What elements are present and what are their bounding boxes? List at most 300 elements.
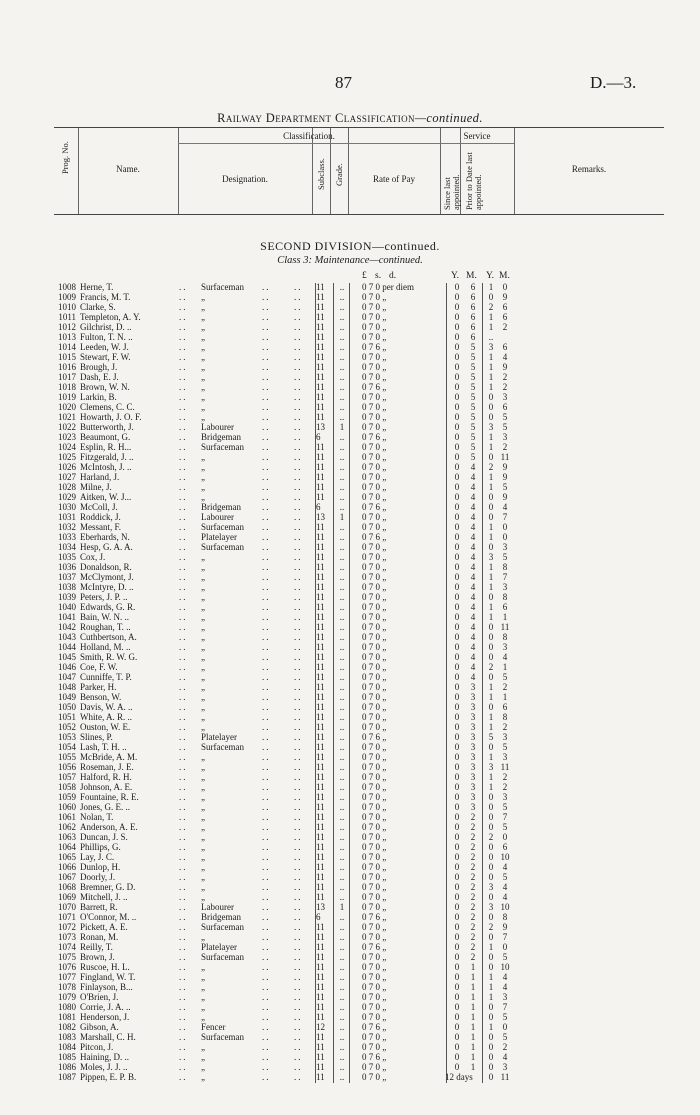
leader-dots: .. — [179, 612, 188, 622]
employee-name: Dash, E. J. — [80, 372, 119, 382]
service-prior-months: 3 — [502, 642, 508, 652]
leader-dots: .. — [262, 902, 271, 912]
grade: .. — [339, 372, 345, 382]
document-reference: D.—3. — [590, 73, 637, 92]
prog-no: 1066 — [58, 862, 76, 872]
prog-no: 1039 — [58, 592, 76, 602]
leader-dots: .. — [262, 382, 271, 392]
employee-name: Finlayson, B... — [80, 982, 133, 992]
subclass: 11 — [316, 582, 325, 592]
leader-dots: .. — [294, 962, 303, 972]
unit-shillings: s. — [375, 271, 382, 281]
prog-no: 1055 — [58, 752, 76, 762]
prog-no: 1050 — [58, 702, 76, 712]
designation: „ — [201, 1052, 205, 1062]
leader-dots: .. — [294, 362, 303, 372]
leader-dots: .. — [262, 572, 271, 582]
leader-dots: .. — [179, 292, 188, 302]
table-row — [0, 912, 700, 922]
table-row — [0, 832, 700, 842]
leader-dots: .. — [294, 642, 303, 652]
leader-dots: .. — [294, 862, 303, 872]
table-row — [0, 922, 700, 932]
service-since-months: 1 — [470, 1002, 476, 1012]
rate-of-pay: 0 7 0 „ — [362, 922, 387, 932]
subclass: 11 — [316, 682, 325, 692]
employee-name: Parker, H. — [80, 682, 117, 692]
rate-of-pay: 0 7 0 „ — [362, 662, 387, 672]
leader-dots: .. — [262, 612, 271, 622]
designation: Surfaceman — [201, 922, 244, 932]
grade: .. — [339, 362, 345, 372]
designation: „ — [201, 362, 205, 372]
service-since-years: 0 — [454, 372, 460, 382]
service-prior-years: 1 — [488, 362, 494, 372]
designation: „ — [201, 482, 205, 492]
grade: .. — [339, 992, 345, 1002]
employee-name: Pippen, E. P. B. — [80, 1072, 137, 1082]
service-since-years: 0 — [454, 462, 460, 472]
service-since-months: 6 — [470, 312, 476, 322]
leader-dots: .. — [179, 772, 188, 782]
leader-dots: .. — [179, 1012, 188, 1022]
leader-dots: .. — [262, 1032, 271, 1042]
subclass: 11 — [316, 852, 325, 862]
leader-dots: .. — [294, 502, 303, 512]
service-since-years: 0 — [454, 992, 460, 1002]
designation: „ — [201, 322, 205, 332]
leader-dots: .. — [262, 932, 271, 942]
table-row — [0, 782, 700, 792]
grade: .. — [339, 402, 345, 412]
service-prior-months: 9 — [502, 492, 508, 502]
prog-no: 1040 — [58, 602, 76, 612]
service-prior-months: 0 — [502, 282, 508, 292]
service-since-months: 4 — [470, 672, 476, 682]
employee-name: Pickett, A. E. — [80, 922, 128, 932]
designation: „ — [201, 642, 205, 652]
service-prior-years: 0 — [488, 642, 494, 652]
employee-name: Pitcon, J. — [80, 1042, 114, 1052]
leader-dots: .. — [179, 762, 188, 772]
subclass: 11 — [316, 532, 325, 542]
service-since-years: 0 — [454, 542, 460, 552]
subclass: 11 — [316, 1012, 325, 1022]
table-row — [0, 512, 700, 522]
prog-no: 1029 — [58, 492, 76, 502]
service-prior-months: 5 — [502, 412, 508, 422]
service-since-years: 0 — [454, 982, 460, 992]
leader-dots: .. — [294, 382, 303, 392]
prog-no: 1058 — [58, 782, 76, 792]
rate-of-pay: 0 7 0 „ — [362, 752, 387, 762]
employee-name: O'Brien, J. — [80, 992, 119, 1002]
designation: Bridgeman — [201, 912, 241, 922]
service-prior-years: 1 — [488, 602, 494, 612]
subclass: 13 — [316, 902, 325, 912]
leader-dots: .. — [179, 912, 188, 922]
prog-no: 1053 — [58, 732, 76, 742]
leader-dots: .. — [262, 602, 271, 612]
service-since-years: 0 — [454, 772, 460, 782]
service-since-months: 4 — [470, 662, 476, 672]
leader-dots: .. — [294, 912, 303, 922]
leader-dots: .. — [262, 782, 271, 792]
leader-dots: .. — [179, 352, 188, 362]
employee-name: Marshall, C. H. — [80, 1032, 136, 1042]
leader-dots: .. — [262, 992, 271, 1002]
service-since-years: 0 — [454, 362, 460, 372]
service-prior-years: 1 — [488, 712, 494, 722]
service-since-years: 0 — [454, 952, 460, 962]
subclass: 11 — [316, 352, 325, 362]
leader-dots: .. — [262, 972, 271, 982]
service-prior-years: 0 — [488, 512, 494, 522]
page-title-main: Railway Department Classification — [217, 111, 415, 125]
service-since-years: 0 — [454, 522, 460, 532]
service-since-years: 0 — [454, 1002, 460, 1012]
subclass: 11 — [316, 952, 325, 962]
leader-dots: .. — [179, 952, 188, 962]
service-header: Service — [463, 131, 491, 141]
subclass: 11 — [316, 672, 325, 682]
service-since-years: 0 — [454, 292, 460, 302]
rate-of-pay: 0 7 0 „ — [362, 972, 387, 982]
service-prior-months: 4 — [502, 652, 508, 662]
service-since-months: 4 — [470, 632, 476, 642]
service-prior-years: 0 — [488, 742, 494, 752]
employee-name: Clemens, C. C. — [80, 402, 135, 412]
subclass: 11 — [316, 882, 325, 892]
leader-dots: .. — [262, 592, 271, 602]
table-row — [0, 892, 700, 902]
service-since-months: 1 — [470, 1042, 476, 1052]
prog-no: 1059 — [58, 792, 76, 802]
prog-no-header: Prog. No. — [60, 141, 70, 174]
leader-dots: .. — [294, 932, 303, 942]
employee-name: Corrie, J. A. .. — [80, 1002, 131, 1012]
service-since-years: 0 — [454, 582, 460, 592]
employee-name: McClymont, J. — [80, 572, 134, 582]
grade: .. — [339, 522, 345, 532]
service-prior-years: 0 — [488, 1072, 494, 1082]
prog-no: 1062 — [58, 822, 76, 832]
prog-no: 1016 — [58, 362, 76, 372]
subclass: 11 — [316, 622, 325, 632]
service-prior-years: 0 — [488, 452, 494, 462]
leader-dots: .. — [262, 862, 271, 872]
table-row — [0, 802, 700, 812]
grade: .. — [339, 722, 345, 732]
service-since-years: 0 — [454, 852, 460, 862]
service-prior-years: 2 — [488, 302, 494, 312]
subclass: 11 — [316, 632, 325, 642]
subclass: 11 — [316, 1032, 325, 1042]
table-row — [0, 942, 700, 952]
rate-of-pay: 0 7 0 „ — [362, 1072, 387, 1082]
service-prior-years: 2 — [488, 462, 494, 472]
subclass: 11 — [316, 662, 325, 672]
table-row — [0, 1002, 700, 1012]
table-row — [0, 322, 700, 332]
leader-dots: .. — [179, 532, 188, 542]
table-row — [0, 442, 700, 452]
grade: .. — [339, 662, 345, 672]
rate-of-pay: 0 7 0 „ — [362, 322, 387, 332]
leader-dots: .. — [294, 602, 303, 612]
rate-of-pay: 0 7 0 „ — [362, 622, 387, 632]
service-since-months: 4 — [470, 462, 476, 472]
subclass: 11 — [316, 362, 325, 372]
leader-dots: .. — [262, 732, 271, 742]
table-row — [0, 752, 700, 762]
service-prior-months: 4 — [502, 972, 508, 982]
subclass: 11 — [316, 392, 325, 402]
grade: .. — [339, 682, 345, 692]
service-prior-years: 1 — [488, 432, 494, 442]
subclass: 11 — [316, 782, 325, 792]
service-since-years: 0 — [454, 612, 460, 622]
leader-dots: .. — [294, 422, 303, 432]
designation: „ — [201, 392, 205, 402]
since-appointed-header: Since last appointed. — [442, 174, 461, 210]
service-prior-years: 1 — [488, 382, 494, 392]
employee-name: Moles, J. J. .. — [80, 1062, 128, 1072]
service-since-months: 1 — [470, 1052, 476, 1062]
service-since-years: 0 — [454, 912, 460, 922]
leader-dots: .. — [294, 652, 303, 662]
employee-name: Gibson, A. — [80, 1022, 119, 1032]
leader-dots: .. — [179, 1032, 188, 1042]
service-prior-months: 6 — [502, 702, 508, 712]
service-prior-months: 11 — [500, 452, 510, 462]
employee-name: Esplin, R. H... — [80, 442, 132, 452]
service-since-years: 0 — [454, 412, 460, 422]
prog-no: 1030 — [58, 502, 76, 512]
service-prior-months: 5 — [502, 422, 508, 432]
service-prior-years: 0 — [488, 652, 494, 662]
service-since-years: 0 — [454, 352, 460, 362]
leader-dots: .. — [262, 402, 271, 412]
table-row — [0, 562, 700, 572]
service-since-years: 0 — [454, 482, 460, 492]
service-prior-months: 2 — [502, 722, 508, 732]
grade: .. — [339, 562, 345, 572]
designation: „ — [201, 452, 205, 462]
leader-dots: .. — [179, 672, 188, 682]
service-since-years: 0 — [454, 602, 460, 612]
grade: .. — [339, 912, 345, 922]
prog-no: 1081 — [58, 1012, 76, 1022]
leader-dots: .. — [262, 742, 271, 752]
designation: „ — [201, 722, 205, 732]
service-prior-years: 1 — [488, 972, 494, 982]
leader-dots: .. — [294, 1052, 303, 1062]
grade: .. — [339, 762, 345, 772]
leader-dots: .. — [262, 892, 271, 902]
grade: .. — [339, 822, 345, 832]
designation: „ — [201, 552, 205, 562]
prog-no: 1052 — [58, 722, 76, 732]
employee-name: Harland, J. — [80, 472, 120, 482]
leader-dots: .. — [262, 952, 271, 962]
table-row — [0, 722, 700, 732]
class-heading: Class 3: Maintenance—continued. — [277, 255, 423, 266]
leader-dots: .. — [179, 442, 188, 452]
prog-no: 1025 — [58, 452, 76, 462]
table-row — [0, 742, 700, 752]
service-prior-months: 2 — [502, 382, 508, 392]
table-row — [0, 1012, 700, 1022]
designation: „ — [201, 312, 205, 322]
service-prior-years: 1 — [488, 562, 494, 572]
service-since-months: 3 — [470, 692, 476, 702]
employee-name: Roughan, T. .. — [80, 622, 131, 632]
employee-name: Fulton, T. N. .. — [80, 332, 133, 342]
service-prior-months: 4 — [502, 862, 508, 872]
leader-dots: .. — [262, 912, 271, 922]
leader-dots: .. — [262, 652, 271, 662]
prog-no: 1070 — [58, 902, 76, 912]
service-since-years: 0 — [454, 822, 460, 832]
service-prior-years: 0 — [488, 1062, 494, 1072]
leader-dots: .. — [262, 372, 271, 382]
service-prior-months: 3 — [502, 542, 508, 552]
table-row — [0, 452, 700, 462]
table-row — [0, 992, 700, 1002]
leader-dots: .. — [294, 692, 303, 702]
leader-dots: .. — [179, 412, 188, 422]
subclass: 11 — [316, 822, 325, 832]
grade: .. — [339, 882, 345, 892]
prog-no: 1085 — [58, 1052, 76, 1062]
prog-no: 1022 — [58, 422, 76, 432]
leader-dots: .. — [179, 972, 188, 982]
service-since-months: 5 — [470, 422, 476, 432]
employee-name: Brown, J. — [80, 952, 115, 962]
table-row — [0, 602, 700, 612]
designation: „ — [201, 782, 205, 792]
employee-name: Smith, R. W. G. — [80, 652, 138, 662]
grade: .. — [339, 622, 345, 632]
subclass: 11 — [316, 712, 325, 722]
leader-dots: .. — [179, 862, 188, 872]
service-prior-years: 1 — [488, 322, 494, 332]
leader-dots: .. — [179, 302, 188, 312]
service-since-months: 2 — [470, 812, 476, 822]
rate-of-pay: 0 7 0 „ — [362, 952, 387, 962]
service-prior-months: 7 — [502, 812, 508, 822]
designation: „ — [201, 992, 205, 1002]
service-since-years: 0 — [454, 432, 460, 442]
leader-dots: .. — [262, 582, 271, 592]
rate-of-pay: 0 7 6 „ — [362, 942, 387, 952]
employee-name: Cunniffe, T. P. — [80, 672, 132, 682]
service-since-months: 3 — [470, 702, 476, 712]
leader-dots: .. — [294, 442, 303, 452]
subclass: 11 — [316, 612, 325, 622]
employee-name: Leeden, W. J. — [80, 342, 129, 352]
grade: .. — [339, 332, 345, 342]
subclass: 11 — [316, 962, 325, 972]
service-since-months: 4 — [470, 562, 476, 572]
designation: Platelayer — [201, 942, 237, 952]
prog-no: 1080 — [58, 1002, 76, 1012]
leader-dots: .. — [262, 362, 271, 372]
service-prior-years: 0 — [488, 622, 494, 632]
rate-of-pay: 0 7 0 „ — [362, 562, 387, 572]
service-prior-months: 2 — [502, 682, 508, 692]
table-row — [0, 682, 700, 692]
leader-dots: .. — [179, 342, 188, 352]
table-row — [0, 482, 700, 492]
service-prior-years: 1 — [488, 992, 494, 1002]
employee-name: Ronan, M. — [80, 932, 119, 942]
leader-dots: .. — [262, 822, 271, 832]
designation: „ — [201, 812, 205, 822]
prog-no: 1084 — [58, 1042, 76, 1052]
leader-dots: .. — [179, 362, 188, 372]
service-since-years: 0 — [454, 442, 460, 452]
designation: „ — [201, 862, 205, 872]
grade: .. — [339, 632, 345, 642]
service-since-months: 2 — [470, 822, 476, 832]
subclass: 11 — [316, 442, 325, 452]
designation: „ — [201, 572, 205, 582]
table-row — [0, 952, 700, 962]
prog-no: 1067 — [58, 872, 76, 882]
prog-no: 1083 — [58, 1032, 76, 1042]
employee-name: Aitken, W. J... — [80, 492, 132, 502]
rate-of-pay: 0 7 0 „ — [362, 992, 387, 1002]
designation: „ — [201, 652, 205, 662]
service-prior-years: 1 — [488, 522, 494, 532]
prog-no: 1048 — [58, 682, 76, 692]
prog-no: 1061 — [58, 812, 76, 822]
leader-dots: .. — [179, 992, 188, 1002]
leader-dots: .. — [179, 522, 188, 532]
prog-no: 1060 — [58, 802, 76, 812]
leader-dots: .. — [262, 472, 271, 482]
leader-dots: .. — [179, 852, 188, 862]
table-row — [0, 692, 700, 702]
prog-no: 1057 — [58, 772, 76, 782]
table-row — [0, 422, 700, 432]
prog-no: 1014 — [58, 342, 76, 352]
page-number: 87 — [335, 73, 352, 92]
leader-dots: .. — [262, 492, 271, 502]
employee-name: McIntosh, J. .. — [80, 462, 132, 472]
designation: „ — [201, 962, 205, 972]
grade: .. — [339, 692, 345, 702]
table-row — [0, 492, 700, 502]
prog-no: 1087 — [58, 1072, 76, 1082]
service-since-months: 3 — [470, 742, 476, 752]
rate-of-pay: 0 7 0 „ — [362, 392, 387, 402]
service-since-months: 4 — [470, 502, 476, 512]
leader-dots: .. — [179, 812, 188, 822]
leader-dots: .. — [179, 732, 188, 742]
service-prior-months: 6 — [502, 602, 508, 612]
leader-dots: .. — [179, 492, 188, 502]
service-since-months: 4 — [470, 612, 476, 622]
rate-of-pay: 0 7 0 „ — [362, 712, 387, 722]
service-prior-months: 4 — [502, 882, 508, 892]
leader-dots: .. — [179, 372, 188, 382]
service-prior-years: 5 — [488, 732, 494, 742]
grade: .. — [339, 532, 345, 542]
table-row — [0, 1022, 700, 1032]
